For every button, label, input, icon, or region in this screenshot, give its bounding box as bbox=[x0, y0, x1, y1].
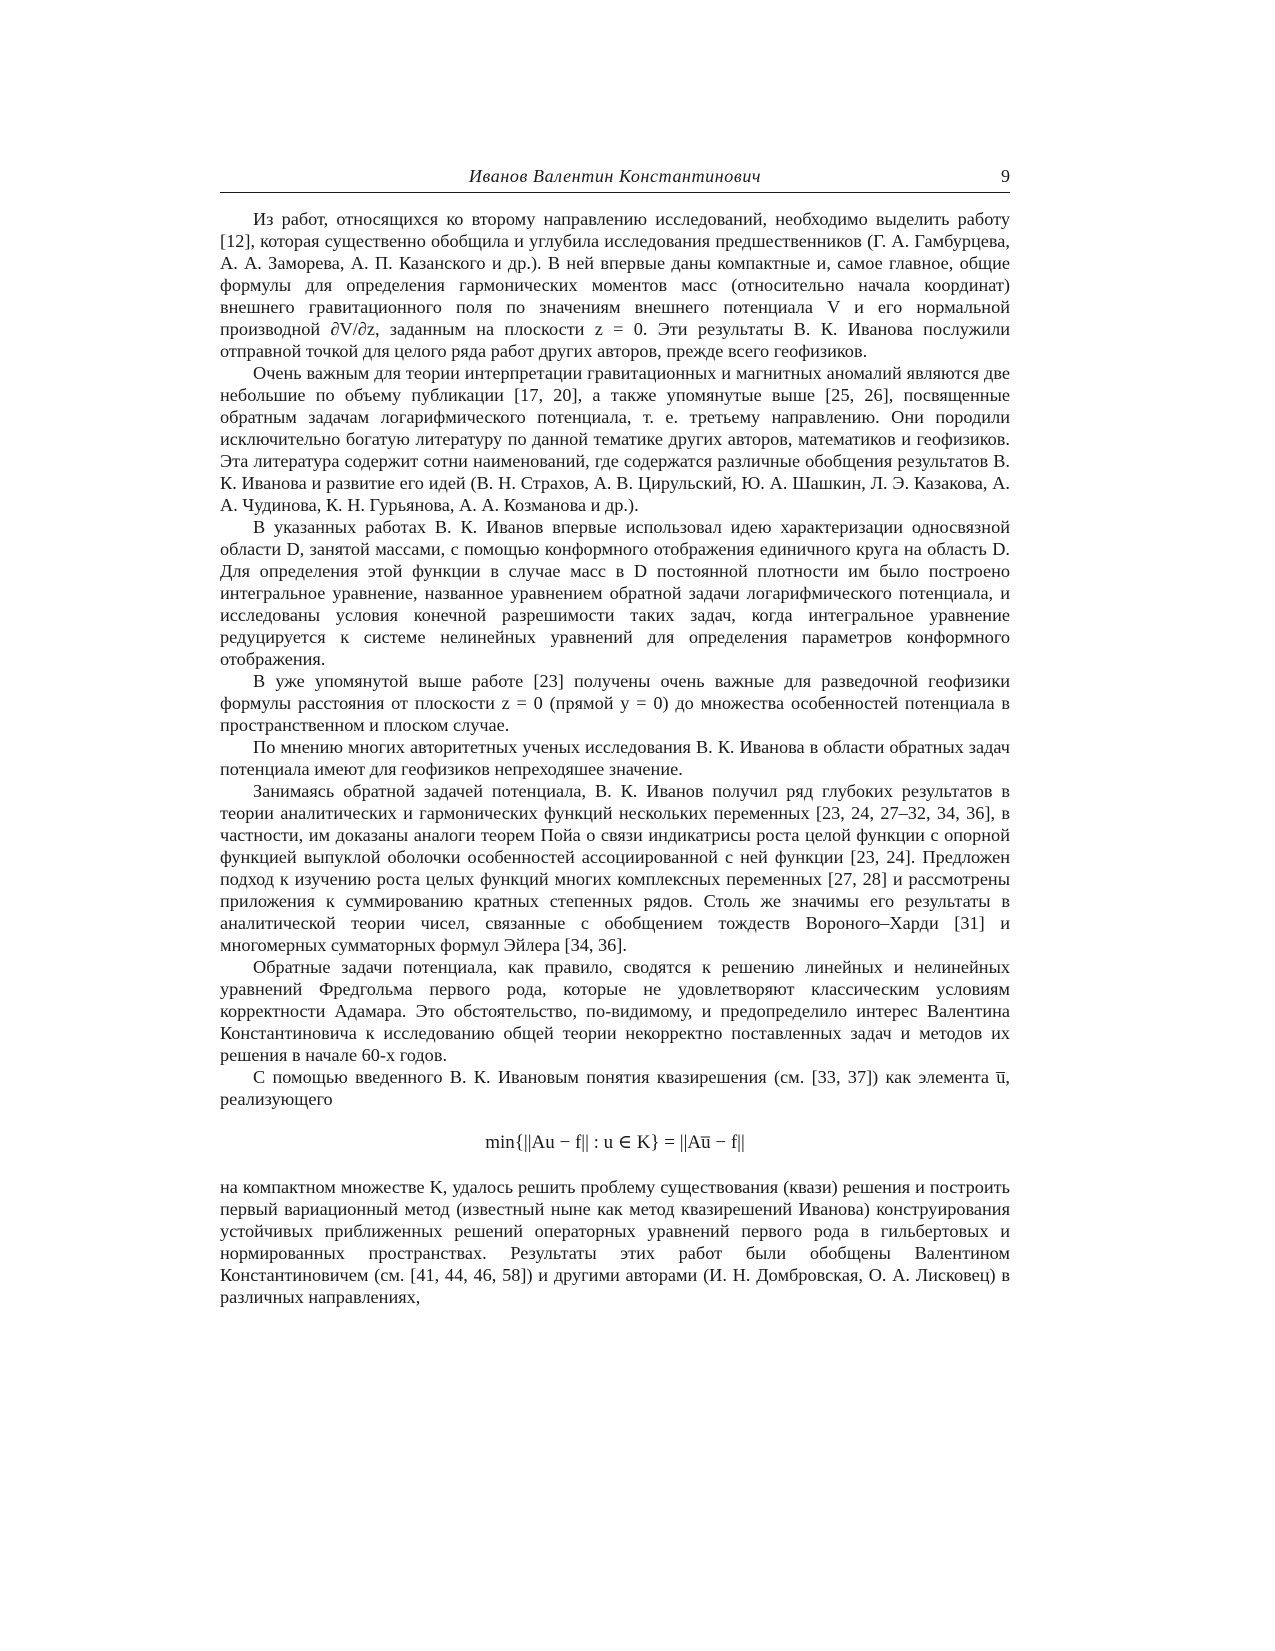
paragraph-6: Занимаясь обратной задачей потенциала, В. К. Иванов получил ряд глубоких результатов в теории аналитических и гармонических функций нескольких переменных [23, 24, 27–32, 34, 36], в частности, им доказаны аналоги теорем Пойа о связи индикатрисы роста целой функции с опорной функцией выпуклой оболочки особенностей ассоциированной с ней функции [23, 24]. Предложен подход к изучению роста целых функций многих комплексных переменных [27, 28] и рассмотрены приложения к суммированию кратных степенных рядов. Столь же значимы его результаты в аналитической теории чисел, связанные с обобщением тождеств Вороного–Харди [31] и многомерных сумматорных формул Эйлера [34, 36]. bbox=[220, 781, 1010, 955]
body-text bbox=[220, 208, 1010, 1308]
paragraph-9: на компактном множестве K, удалось решить проблему существования (квази) решения и построить первый вариационный метод (известный ныне как метод квазирешений Иванова) конструирования устойчивых приближенных решений операторных уравнений первого рода в гильбертовых и нормированных пространствах. Результаты этих работ были обобщены Валентином Константиновичем (см. [41, 44, 46, 58]) и другими авторами (И. Н. Домбровская, О. А. Лисковец) в различных направлениях, bbox=[220, 1177, 1010, 1307]
paragraph-7: Обратные задачи потенциала, как правило, сводятся к решению линейных и нелинейных уравнений Фредгольма первого рода, которые не удовлетворяют классическим условиям корректности Адамара. Это обстоятельство, по-видимому, и предопределило интерес Валентина Константиновича к исследованию общей теории некорректно поставленных задач и методов их решения в начале 60-х годов. bbox=[220, 957, 1010, 1065]
paragraph-4: В уже упомянутой выше работе [23] получены очень важные для разведочной геофизики формулы расстояния от плоскости z = 0 (прямой y = 0) до множества особенностей потенциала в пространственном и плоском случае. bbox=[220, 671, 1010, 735]
page bbox=[220, 164, 1010, 1308]
paragraph-5: По мнению многих авторитетных ученых исследования В. К. Иванова в области обратных задач потенциала имеют для геофизиков непреходяшее значение. bbox=[220, 737, 1010, 779]
running-head bbox=[220, 164, 1010, 193]
paragraph-2: Очень важным для теории интерпретации гравитационных и магнитных аномалий являются две небольшие по объему публикации [17, 20], а также упомянутые выше [25, 26], посвященные обратным задачам логарифмического потенциала, т. е. третьему направлению. Они породили исключительно богатую литературу по данной тематике других авторов, математиков и геофизиков. Эта литература содержит сотни наименований, где содержатся различные обобщения результатов В. К. Иванова и развитие его идей (В. Н. Страхов, А. В. Цирульский, Ю. А. Шашкин, Л. Э. Казакова, А. А. Чудинова, К. Н. Гурьянова, А. А. Козманова и др.). bbox=[220, 363, 1010, 515]
paragraph-1: Из работ, относящихся ко второму направлению исследований, необходимо выделить работу [12], которая существенно обобщила и углубила исследования предшественников (Г. А. Гамбурцева, А. А. Заморева, А. П. Казанского и др.). В ней впервые даны компактные и, самое главное, общие формулы для определения гармонических моментов масс (относительно начала координат) внешнего гравитационного поля по значениям внешнего потенциала V и его нормальной производной ∂V/∂z, заданным на плоскости z = 0. Эти результаты В. К. Иванова послужили отправной точкой для целого ряда работ других авторов, прежде всего геофизиков. bbox=[220, 209, 1010, 361]
page-number: 9 bbox=[1001, 166, 1010, 186]
paragraph-8: С помощью введенного В. К. Ивановым понятия квазирешения (см. [33, 37]) как элемента u̅, реализующего bbox=[220, 1067, 1010, 1109]
display-formula: min{||Au − f|| : u ∈ K} = ||Au̅ − f|| bbox=[485, 1132, 745, 1153]
paragraph-3: В указанных работах В. К. Иванов впервые использовал идею характеризации односвязной области D, занятой массами, с помощью конформного отображения единичного круга на область D. Для определения этой функции в случае масс в D постоянной плотности им было построено интегральное уравнение, названное уравнением обратной задачи логарифмического потенциала, и исследованы условия конечной разрешимости таких задач, когда интегральное уравнение редуцируется к системе нелинейных уравнений для определения параметров конформного отображения. bbox=[220, 517, 1010, 669]
running-title: Иванов Валентин Константинович bbox=[468, 166, 762, 186]
